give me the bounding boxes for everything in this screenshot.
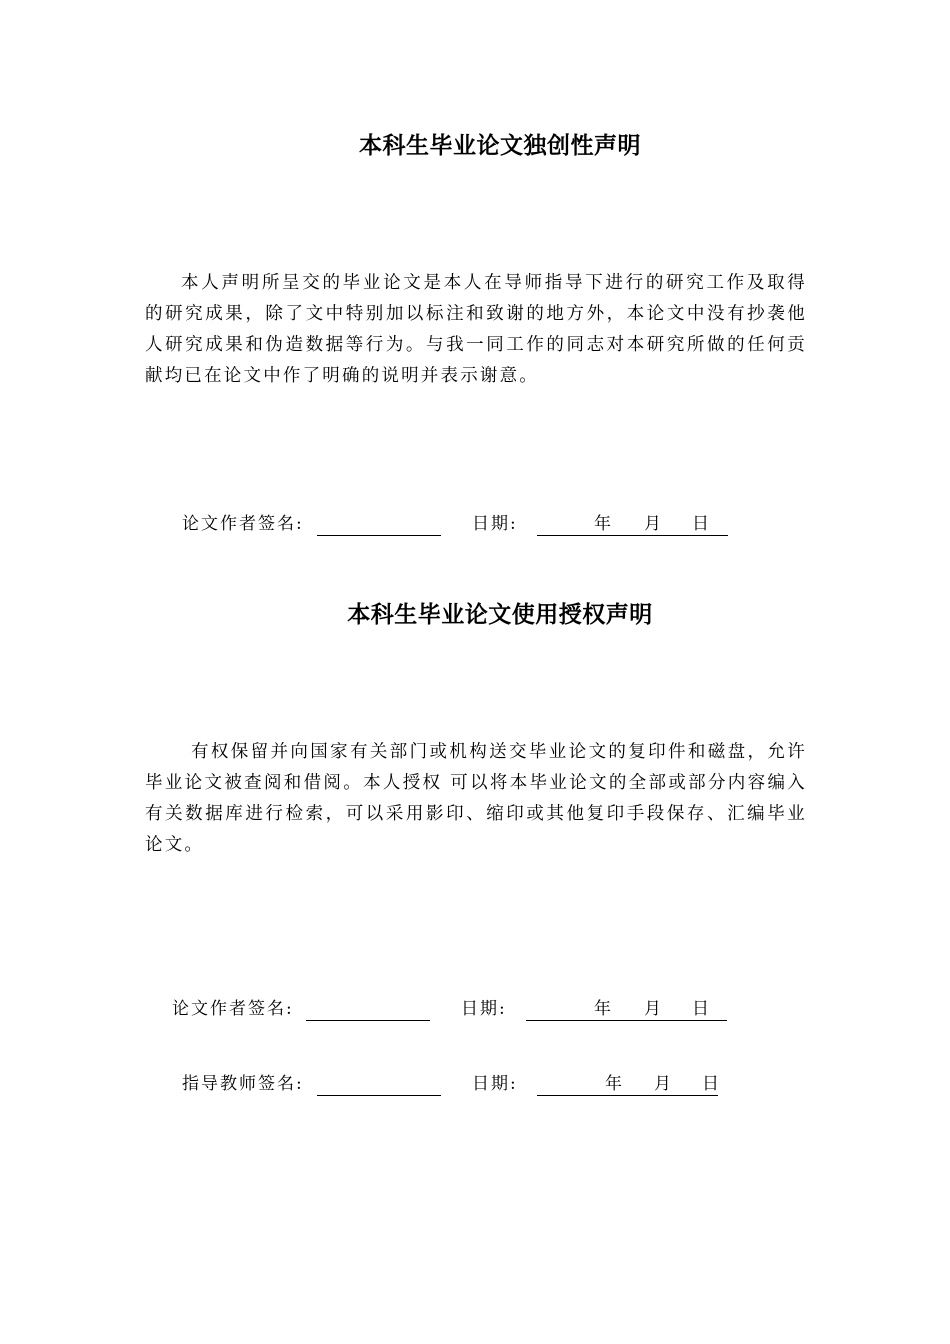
date-label: 日期: bbox=[461, 999, 507, 1019]
date-label: 日期: bbox=[472, 1074, 518, 1094]
month-label: 月 bbox=[644, 999, 663, 1019]
year-label: 年 bbox=[594, 999, 613, 1019]
author-signature-label: 论文作者签名: bbox=[182, 514, 304, 534]
month-label: 月 bbox=[654, 1074, 673, 1094]
author-signature-label: 论文作者签名: bbox=[172, 999, 294, 1019]
year-label: 年 bbox=[594, 514, 613, 534]
day-label: 日 bbox=[702, 1074, 721, 1094]
advisor-signature-label: 指导教师签名: bbox=[182, 1074, 304, 1094]
author-signature-field[interactable] bbox=[317, 511, 441, 536]
usage-authorization-title: 本科生毕业论文使用授权声明 bbox=[347, 602, 653, 628]
usage-authorization-body: 有权保留并向国家有关部门或机构送交毕业论文的复印件和磁盘，允许毕业论文被查阅和借阅。本人授权 可以将本毕业论文的全部或部分内容编入有关数据库进行检索，可以采用影印、缩印或其他复印手段保存、汇编毕业论文。 bbox=[145, 742, 807, 855]
originality-statement-body: 本人声明所呈交的毕业论文是本人在导师指导下进行的研究工作及取得的研究成果，除了文中特别加以标注和致谢的地方外，本论文中没有抄袭他人研究成果和伪造数据等行为。与我一同工作的同志对本研究所做的任何贡献均已在论文中作了明确的说明并表示谢意。 bbox=[145, 273, 807, 386]
originality-statement-title: 本科生毕业论文独创性声明 bbox=[359, 133, 641, 159]
day-label: 日 bbox=[692, 514, 711, 534]
day-label: 日 bbox=[692, 999, 711, 1019]
date-label: 日期: bbox=[472, 514, 518, 534]
author-signature-field[interactable] bbox=[306, 996, 430, 1021]
date-field[interactable] bbox=[537, 1071, 718, 1096]
month-label: 月 bbox=[644, 514, 663, 534]
advisor-signature-field[interactable] bbox=[317, 1071, 441, 1096]
year-label: 年 bbox=[605, 1074, 624, 1094]
